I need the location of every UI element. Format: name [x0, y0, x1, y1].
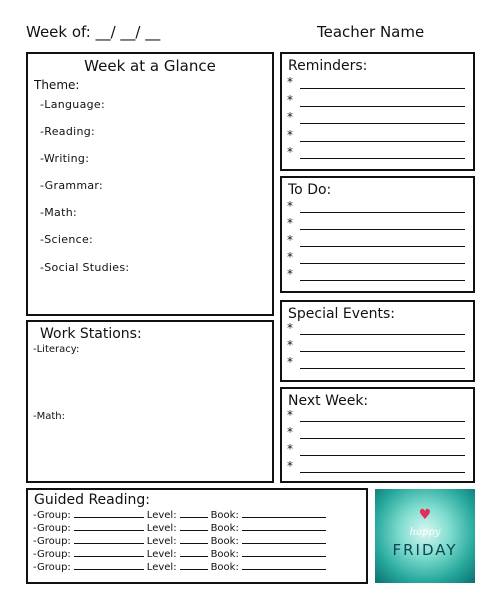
- events-line-row: [287, 321, 465, 337]
- write-in-line[interactable]: [300, 212, 465, 213]
- friday-text: FRIDAY: [392, 541, 458, 559]
- todo-line-row: [287, 250, 465, 266]
- level-label: Level:: [146, 549, 177, 560]
- next-week-box: [280, 387, 475, 483]
- write-in-blank[interactable]: [242, 536, 326, 544]
- book-label: Book:: [210, 549, 239, 560]
- write-in-line[interactable]: [300, 280, 465, 281]
- subject-social-studies: -Social Studies:: [40, 261, 130, 274]
- subject-writing: -Writing:: [40, 152, 90, 165]
- level-label: Level:: [146, 523, 177, 534]
- write-in-line[interactable]: [300, 351, 465, 352]
- reminders-line-row: [287, 75, 465, 91]
- write-in-line[interactable]: [300, 421, 465, 422]
- subject-math: -Math:: [40, 206, 77, 219]
- write-in-blank[interactable]: [74, 510, 144, 518]
- book-label: Book:: [210, 523, 239, 534]
- reminders-line-row: [287, 145, 465, 161]
- events-line-row: [287, 338, 465, 354]
- group-label: -Group:: [33, 510, 71, 521]
- book-label: Book:: [210, 510, 239, 521]
- guided-reading-box: [26, 488, 368, 584]
- write-in-blank[interactable]: [180, 523, 208, 531]
- asterisk-icon: *: [287, 110, 293, 124]
- write-in-blank[interactable]: [74, 562, 144, 570]
- reminders-title: Reminders:: [288, 58, 368, 74]
- asterisk-icon: *: [287, 321, 293, 335]
- glance-title: Week at a Glance: [84, 57, 216, 75]
- write-in-line[interactable]: [300, 123, 465, 124]
- guided-row: [33, 549, 329, 560]
- todo-box: [280, 176, 475, 293]
- subject-grammar: -Grammar:: [40, 179, 104, 192]
- write-in-blank[interactable]: [74, 523, 144, 531]
- reminders-box: [280, 52, 475, 171]
- group-label: -Group:: [33, 549, 71, 560]
- write-in-line[interactable]: [300, 438, 465, 439]
- write-in-line[interactable]: [300, 246, 465, 247]
- write-in-blank[interactable]: [180, 510, 208, 518]
- write-in-line[interactable]: [300, 368, 465, 369]
- guided-row: [33, 510, 329, 521]
- level-label: Level:: [146, 536, 177, 547]
- todo-line-row: [287, 199, 465, 215]
- write-in-blank[interactable]: [242, 510, 326, 518]
- guided-row: [33, 523, 329, 534]
- reminders-line-row: [287, 110, 465, 126]
- guided-row: [33, 562, 329, 573]
- nextweek-line-row: [287, 408, 465, 424]
- week-of-label: Week of: __/ __/ __: [26, 23, 161, 41]
- asterisk-icon: *: [287, 408, 293, 422]
- book-label: Book:: [210, 562, 239, 573]
- write-in-blank[interactable]: [180, 549, 208, 557]
- events-line-row: [287, 355, 465, 371]
- asterisk-icon: *: [287, 442, 293, 456]
- theme-label: Theme:: [34, 78, 80, 92]
- asterisk-icon: *: [287, 233, 293, 247]
- week-at-a-glance-box: [26, 52, 274, 316]
- station-literacy: -Literacy:: [33, 344, 80, 355]
- nextweek-line-row: [287, 425, 465, 441]
- events-title: Special Events:: [288, 306, 396, 322]
- reminders-line-row: [287, 127, 465, 144]
- work-stations-box: [26, 320, 274, 483]
- asterisk-icon: *: [287, 75, 293, 89]
- group-label: -Group:: [33, 562, 71, 573]
- write-in-line[interactable]: [300, 472, 465, 473]
- write-in-blank[interactable]: [242, 549, 326, 557]
- subject-science: -Science:: [40, 233, 94, 246]
- station-math: -Math:: [33, 411, 65, 422]
- guided-row: [33, 536, 329, 547]
- heart-icon: ♥: [418, 507, 432, 523]
- asterisk-icon: *: [287, 145, 293, 159]
- asterisk-icon: *: [287, 92, 293, 107]
- write-in-line[interactable]: [300, 229, 465, 230]
- write-in-line[interactable]: [300, 88, 465, 89]
- todo-line-row: [287, 233, 465, 249]
- write-in-blank[interactable]: [180, 536, 208, 544]
- teacher-name-label: Teacher Name: [317, 23, 425, 41]
- write-in-blank[interactable]: [242, 562, 326, 570]
- write-in-line[interactable]: [300, 141, 465, 142]
- happy-friday-image: [375, 489, 475, 583]
- level-label: Level:: [146, 510, 177, 521]
- reminders-line-row: [287, 92, 465, 109]
- write-in-blank[interactable]: [74, 549, 144, 557]
- asterisk-icon: *: [287, 127, 293, 142]
- nextweek-line-row: [287, 459, 465, 475]
- book-label: Book:: [210, 536, 239, 547]
- group-label: -Group:: [33, 523, 71, 534]
- todo-line-row: [287, 216, 465, 232]
- write-in-line[interactable]: [300, 334, 465, 335]
- guided-title: Guided Reading:: [34, 492, 150, 508]
- todo-title: To Do:: [288, 182, 332, 198]
- group-label: -Group:: [33, 536, 71, 547]
- subject-language: -Language:: [40, 98, 105, 111]
- level-label: Level:: [146, 562, 177, 573]
- asterisk-icon: *: [287, 216, 293, 230]
- write-in-blank[interactable]: [242, 523, 326, 531]
- write-in-line[interactable]: [300, 263, 465, 264]
- write-in-blank[interactable]: [180, 562, 208, 570]
- asterisk-icon: *: [287, 459, 293, 473]
- asterisk-icon: *: [287, 199, 293, 213]
- write-in-line[interactable]: [300, 158, 465, 159]
- asterisk-icon: *: [287, 355, 293, 369]
- asterisk-icon: *: [287, 425, 293, 439]
- write-in-blank[interactable]: [74, 536, 144, 544]
- stations-title: Work Stations:: [40, 326, 142, 342]
- nextweek-line-row: [287, 442, 465, 458]
- write-in-line[interactable]: [300, 455, 465, 456]
- asterisk-icon: *: [287, 250, 293, 264]
- asterisk-icon: *: [287, 338, 293, 352]
- subject-reading: -Reading:: [40, 125, 96, 138]
- write-in-line[interactable]: [300, 106, 465, 107]
- todo-line-row: [287, 267, 465, 283]
- special-events-box: [280, 300, 475, 382]
- nextweek-title: Next Week:: [288, 393, 369, 409]
- asterisk-icon: *: [287, 267, 293, 281]
- happy-text: happy: [409, 527, 441, 538]
